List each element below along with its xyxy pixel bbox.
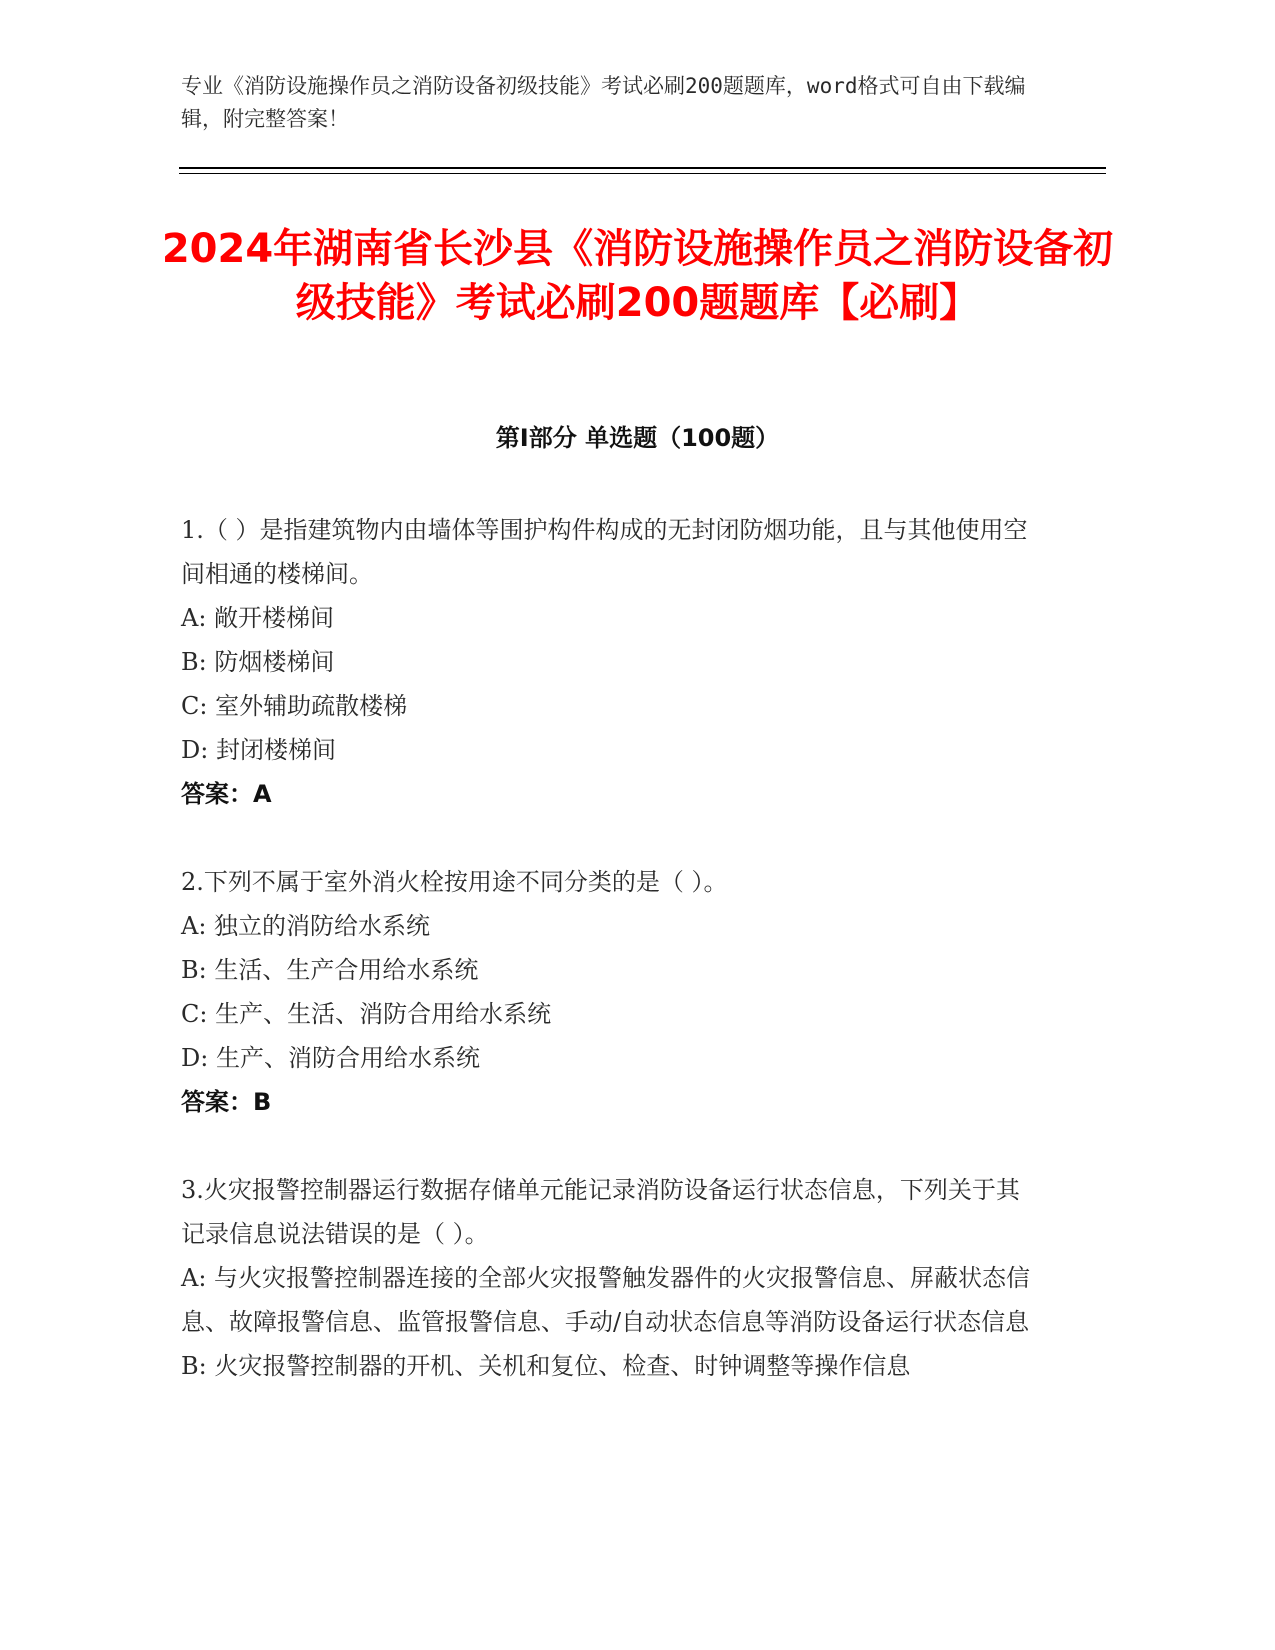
question-2 <box>181 860 1031 1124</box>
question-stem: 2.下列不属于室外消火栓按用途不同分类的是（ ）。 <box>181 868 728 896</box>
option-b: B: 生活、生产合用给水系统 <box>181 956 479 984</box>
header-rule-thick <box>179 167 1106 169</box>
option-b: B: 防烟楼梯间 <box>181 648 335 676</box>
option-b: B: 火灾报警控制器的开机、关机和复位、检查、时钟调整等操作信息 <box>181 1352 911 1380</box>
option-d: D: 生产、消防合用给水系统 <box>181 1044 480 1072</box>
option-d: D: 封闭楼梯间 <box>181 736 336 764</box>
header-rule-thin <box>179 173 1106 174</box>
answer-label: 答案：A <box>181 780 272 808</box>
question-stem: 1.（ ）是指建筑物内由墙体等围护构件构成的无封闭防烟功能，且与其他使用空间相通的楼梯间。 <box>181 516 1028 588</box>
question-stem: 3.火灾报警控制器运行数据存储单元能记录消防设备运行状态信息，下列关于其记录信息说法错误的是（ ）。 <box>181 1176 1020 1248</box>
option-a: A: 敞开楼梯间 <box>181 604 335 632</box>
option-c: C: 室外辅助疏散楼梯 <box>181 692 408 720</box>
option-c: C: 生产、生活、消防合用给水系统 <box>181 1000 552 1028</box>
header-note: 专业《消防设施操作员之消防设备初级技能》考试必刷200题题库，word格式可自由下载编辑，附完整答案！ <box>181 74 1026 131</box>
question-3 <box>181 1168 1031 1388</box>
section-heading: 第I部分 单选题（100题） <box>495 424 780 452</box>
answer-label: 答案：B <box>181 1088 272 1116</box>
question-1 <box>181 508 1031 816</box>
question-list <box>181 508 1031 1432</box>
document-title: 2024年湖南省长沙县《消防设施操作员之消防设备初级技能》考试必刷200题题库【必刷】 <box>161 226 1114 326</box>
option-a: A: 独立的消防给水系统 <box>181 912 431 940</box>
option-a: A: 与火灾报警控制器连接的全部火灾报警触发器件的火灾报警信息、屏蔽状态信息、故障报警信息、监管报警信息、手动/自动状态信息等消防设备运行状态信息 <box>181 1264 1031 1336</box>
